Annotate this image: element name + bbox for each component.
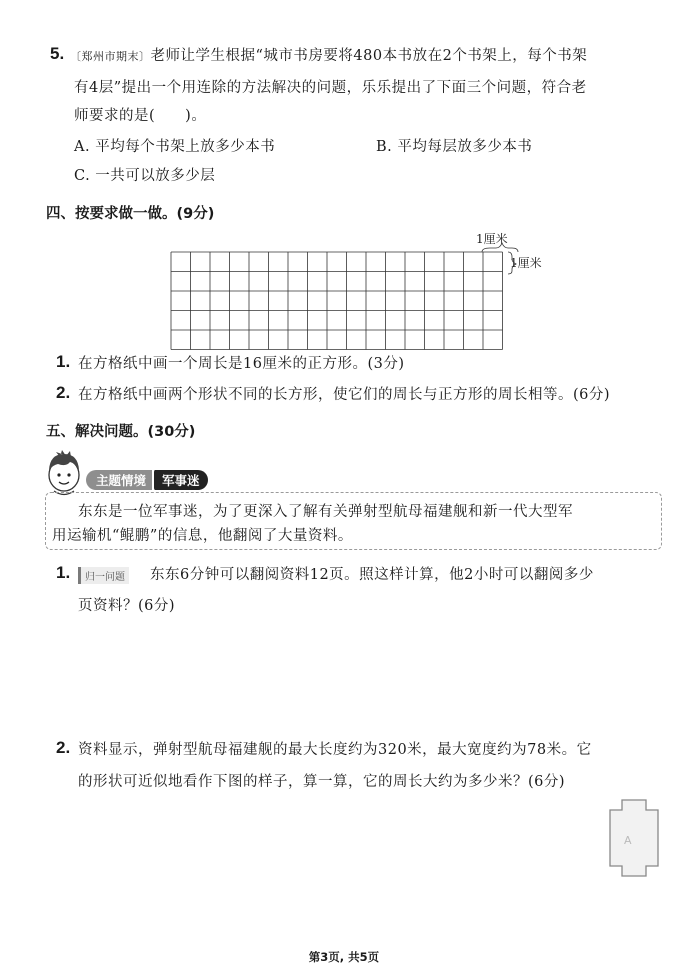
- s5-q2-number: 2.: [56, 738, 71, 757]
- s4-q1-number: 1.: [56, 352, 71, 371]
- q5-option-b[interactable]: B. 平均每层放多少本书: [376, 139, 533, 155]
- q5-line1-text: 老师让学生根据“城市书房要将480本书放在2个书架上，每个书架: [150, 48, 588, 64]
- q5-line1: [70, 44, 587, 65]
- q5-line2: 有4层”提出一个用连除的方法解决的问题，乐乐提出了下面三个问题，符合老: [74, 80, 587, 96]
- boy-avatar-icon: [42, 448, 88, 498]
- q5-number: 5.: [50, 44, 65, 63]
- s4-q1-text: 在方格纸中画一个周长是16厘米的正方形。(3分): [78, 356, 405, 372]
- grid-label-side: 1厘米: [510, 256, 542, 270]
- page-footer: 第3页, 共5页: [308, 950, 380, 964]
- section5-title: 五、解决问题。(30分): [46, 424, 196, 440]
- q5-line3: 师要求的是( )。: [74, 108, 207, 124]
- s5-q1-number: 1.: [56, 563, 71, 582]
- s5-q1-tag-wrap: [78, 565, 129, 584]
- s5-q2-line1: 资料显示，弹射型航母福建舰的最大长度约为320米，最大宽度约为78米。它: [78, 742, 592, 758]
- story-line2: 用运输机“鲲鹏”的信息，他翻阅了大量资料。: [52, 528, 353, 544]
- q5-option-a[interactable]: A. 平均每个书架上放多少本书: [74, 139, 276, 155]
- theme-label: 主题情境: [86, 470, 152, 490]
- q5-option-c[interactable]: C. 一共可以放多少层: [74, 168, 216, 184]
- carrier-shape-figure: [604, 796, 664, 880]
- s5-q2-line2: 的形状可近似地看作下图的样子，算一算，它的周长大约为多少米？(6分): [78, 774, 566, 790]
- story-line1: 东东是一位军事迷，为了更深入了解有关弹射型航母福建舰和新一代大型军: [78, 504, 573, 520]
- s5-q1-tag: 归一问题: [78, 567, 129, 584]
- theme-banner: [86, 470, 208, 490]
- q5-source: 〔郑州市期末〕: [70, 50, 151, 63]
- s5-q1-line2: 页资料？(6分): [78, 598, 176, 614]
- s5-q1-line1: 东东6分钟可以翻阅资料12页。照这样计算，他2小时可以翻阅多少: [150, 567, 594, 583]
- carrier-shape-letter: A: [624, 834, 632, 847]
- square-grid[interactable]: [170, 251, 504, 355]
- section4-title: 四、按要求做一做。(9分): [46, 206, 215, 222]
- s4-q2-text: 在方格纸中画两个形状不同的长方形，使它们的周长与正方形的周长相等。(6分): [78, 387, 611, 403]
- s4-q2-number: 2.: [56, 383, 71, 402]
- theme-name: 军事迷: [154, 470, 208, 490]
- grid-label-top: 1厘米: [476, 232, 508, 246]
